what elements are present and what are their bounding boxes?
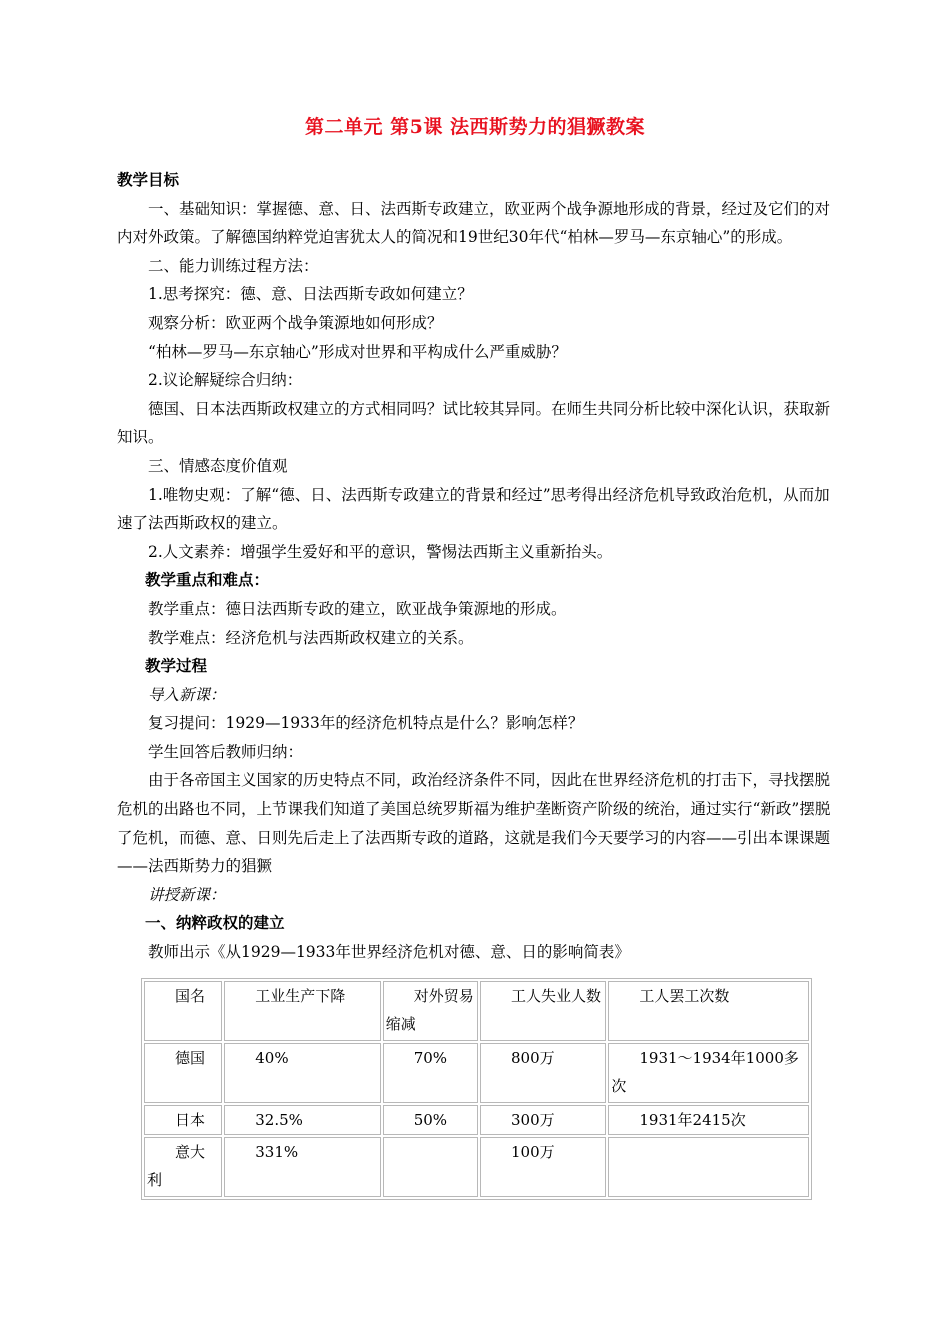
paragraph-difficult-point: 教学难点：经济危机与法西斯政权建立的关系。 (148, 628, 474, 647)
table-cell: 40% (224, 1043, 380, 1103)
paragraph-basic-knowledge: 一、基础知识：掌握德、意、日、法西斯专政建立，欧亚两个战争源地形成的背景，经过及它们的对内对外政策。了解德国纳粹党迫害犹太人的简况和19世纪30年代“柏林—罗马—东京轴心”的形成。 (117, 199, 831, 247)
paragraph-review-question: 复习提问：1929—1933年的经济危机特点是什么？影响怎样？ (148, 714, 584, 733)
table-cell: 日本 (144, 1105, 222, 1135)
paragraph-materialism: 1.唯物史观：了解“德、日、法西斯专政建立的背景和经过”思考得出经济危机导致政治危机，从而加速了法西斯政权的建立。 (117, 485, 830, 533)
table-cell: 意大利 (144, 1137, 222, 1197)
table-header-cell: 工业生产下降 (224, 981, 380, 1041)
table-cell: 德国 (144, 1043, 222, 1103)
document-title: 第二单元 第5课 法西斯势力的猖獗教案 (305, 116, 645, 138)
paragraph-ability-training: 二、能力训练过程方法： (148, 256, 319, 275)
table-header-cell: 工人罢工次数 (608, 981, 809, 1041)
paragraph-think-explore: 1.思考探究：德、意、日法西斯专政如何建立？ (148, 285, 473, 304)
table-header-cell: 国名 (144, 981, 222, 1041)
table-cell: 70% (383, 1043, 478, 1103)
table-cell: 50% (383, 1105, 478, 1135)
table-header-cell: 对外贸易缩减 (383, 981, 478, 1041)
paragraph-background: 由于各帝国主义国家的历史特点不同，政治经济条件不同，因此在世界经济危机的打击下，寻找摆脱危机的出路也不同，上节课我们知道了美国总统罗斯福为维护垄断资产阶级的统治，通过实行“新政”摆脱了危机，而德、意、日则先后走上了法西斯专政的道路，这就是我们今天要学习的内容——引出本课课题——法西斯势力的猖獗 (117, 771, 831, 876)
table-cell: 800万 (480, 1043, 606, 1103)
paragraph-values: 三、情感态度价值观 (148, 456, 288, 475)
document-body (117, 166, 837, 967)
table-row (144, 1105, 809, 1135)
paragraph-teacher-summary: 学生回答后教师归纳： (148, 742, 304, 761)
paragraph-observe-analyze: 观察分析：欧亚两个战争策源地如何形成？ (148, 313, 443, 332)
paragraph-new-lesson: 讲授新课： (148, 885, 226, 904)
paragraph-compare: 德国、日本法西斯政权建立的方式相同吗？试比较其异同。在师生共同分析比较中深化认识，获取新知识。 (117, 399, 831, 447)
heading-key-points: 教学重点和难点： (145, 570, 270, 590)
table-cell: 331% (224, 1137, 380, 1197)
table-cell: 1931～1934年1000多次 (608, 1043, 809, 1103)
heading-teaching-goals: 教学目标 (117, 170, 180, 189)
paragraph-table-intro: 教师出示《从1929—1933年世界经济危机对德、意、日的影响简表》 (148, 943, 630, 962)
table-cell: 300万 (480, 1105, 606, 1135)
table-header-cell: 工人失业人数 (480, 981, 606, 1041)
table-header-row (144, 981, 809, 1041)
crisis-impact-table (141, 978, 812, 1200)
paragraph-key-point: 教学重点：德日法西斯专政的建立，欧亚战争策源地的形成。 (148, 599, 567, 618)
table-cell: 32.5% (224, 1105, 380, 1135)
paragraph-humanities: 2.人文素养：增强学生爱好和平的意识，警惕法西斯主义重新抬头。 (148, 542, 613, 561)
table-row (144, 1043, 809, 1103)
paragraph-axis-threat: “柏林—罗马—东京轴心”形成对世界和平构成什么严重威胁？ (148, 342, 567, 361)
table-cell: 100万 (480, 1137, 606, 1197)
heading-teaching-process: 教学过程 (145, 656, 208, 676)
paragraph-discussion: 2.议论解疑综合归纳： (148, 371, 303, 390)
table-cell: 1931年2415次 (608, 1105, 809, 1135)
paragraph-lesson-intro: 导入新课： (148, 685, 226, 704)
table-cell (383, 1137, 478, 1197)
heading-nazi-regime: 一、纳粹政权的建立 (145, 913, 285, 933)
table-cell (608, 1137, 809, 1197)
table-row (144, 1137, 809, 1197)
